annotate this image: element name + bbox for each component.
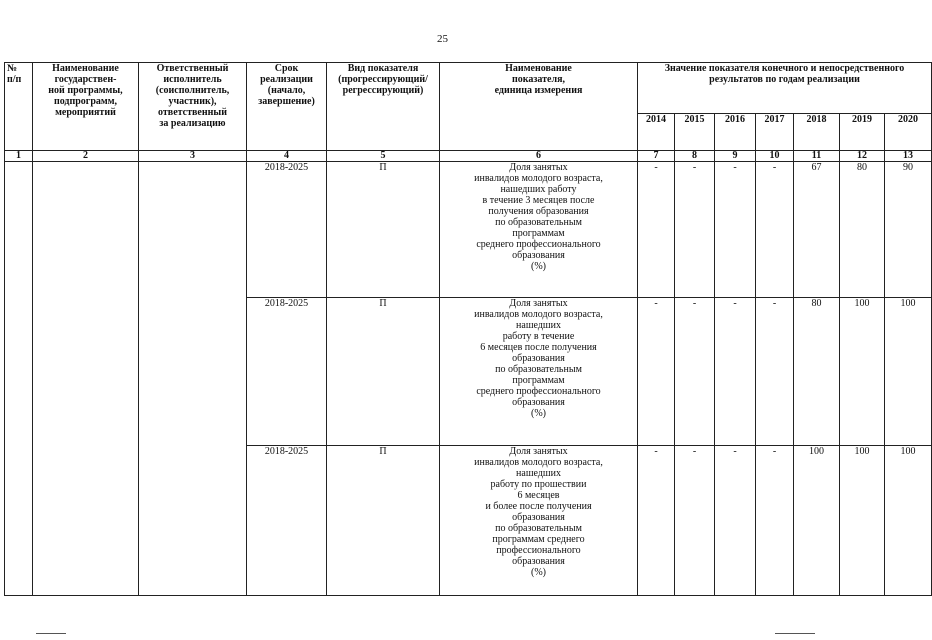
value-cell: 100: [840, 298, 885, 446]
value-cell: 100: [794, 446, 840, 596]
value-cell: -: [715, 446, 756, 596]
value-cell: -: [715, 162, 756, 298]
period-cell: 2018-2025: [247, 446, 327, 596]
column-number: 3: [139, 151, 247, 162]
column-numbers-row: [5, 151, 932, 162]
column-number: 12: [840, 151, 885, 162]
column-number: 9: [715, 151, 756, 162]
header-indicator-type: Вид показателя (прогрессирующий/ регрессирующий): [327, 63, 440, 151]
period-cell: 2018-2025: [247, 298, 327, 446]
number-cell: [5, 162, 33, 596]
scan-artifact-line: [36, 633, 66, 634]
indicator-type-cell: П: [327, 298, 440, 446]
value-cell: -: [756, 298, 794, 446]
value-cell: 80: [840, 162, 885, 298]
header-program-name: Наименование государствен- ной программы, подпрограмм, мероприятий: [33, 63, 139, 151]
value-cell: -: [756, 162, 794, 298]
column-number: 8: [675, 151, 715, 162]
indicator-type-cell: П: [327, 162, 440, 298]
column-number: 5: [327, 151, 440, 162]
value-cell: 80: [794, 298, 840, 446]
column-number: 11: [794, 151, 840, 162]
scan-artifact-line: [775, 633, 815, 634]
value-cell: 100: [840, 446, 885, 596]
year-cell: 2020: [885, 114, 932, 151]
header-responsible: Ответственный исполнитель (соисполнитель, участник), ответственный за реализацию: [139, 63, 247, 151]
year-cell: 2015: [675, 114, 715, 151]
column-number: 6: [440, 151, 638, 162]
indicator-name-cell: Доля занятых инвалидов молодого возраста, нашедших работу по прошествии 6 месяцев и более после получения образования по образовательным программам среднего профессионального образования (%): [440, 446, 638, 596]
header-number: № п/п: [5, 63, 33, 151]
value-cell: 90: [885, 162, 932, 298]
header-period: Срок реализации (начало, завершение): [247, 63, 327, 151]
page-number: 25: [437, 33, 448, 45]
year-cell: 2017: [756, 114, 794, 151]
value-cell: -: [638, 162, 675, 298]
year-cell: 2016: [715, 114, 756, 151]
header-indicator-name: Наименование показателя, единица измерения: [440, 63, 638, 151]
value-cell: -: [638, 298, 675, 446]
value-cell: 100: [885, 298, 932, 446]
responsible-cell: [139, 162, 247, 596]
column-number: 7: [638, 151, 675, 162]
indicator-type-cell: П: [327, 446, 440, 596]
value-cell: -: [756, 446, 794, 596]
indicator-name-cell: Доля занятых инвалидов молодого возраста, нашедших работу в течение 6 месяцев после получения образования по образовательным программам среднего профессионального образования (%): [440, 298, 638, 446]
value-cell: -: [675, 162, 715, 298]
column-number: 10: [756, 151, 794, 162]
value-cell: -: [675, 298, 715, 446]
value-cell: 100: [885, 446, 932, 596]
value-cell: -: [715, 298, 756, 446]
header-values-group: Значение показателя конечного и непосредственного результатов по годам реализации: [638, 63, 932, 114]
value-cell: 67: [794, 162, 840, 298]
table-row: [5, 162, 932, 298]
period-cell: 2018-2025: [247, 162, 327, 298]
column-number: 2: [33, 151, 139, 162]
column-number: 4: [247, 151, 327, 162]
indicator-name-cell: Доля занятых инвалидов молодого возраста, нашедших работу в течение 3 месяцев после получения образования по образовательным программам среднего профессионального образования (%): [440, 162, 638, 298]
header-row: [5, 63, 932, 114]
column-number: 13: [885, 151, 932, 162]
value-cell: -: [675, 446, 715, 596]
indicators-table: [4, 62, 932, 596]
column-number: 1: [5, 151, 33, 162]
year-cell: 2018: [794, 114, 840, 151]
year-cell: 2014: [638, 114, 675, 151]
year-cell: 2019: [840, 114, 885, 151]
value-cell: -: [638, 446, 675, 596]
program-name-cell: [33, 162, 139, 596]
